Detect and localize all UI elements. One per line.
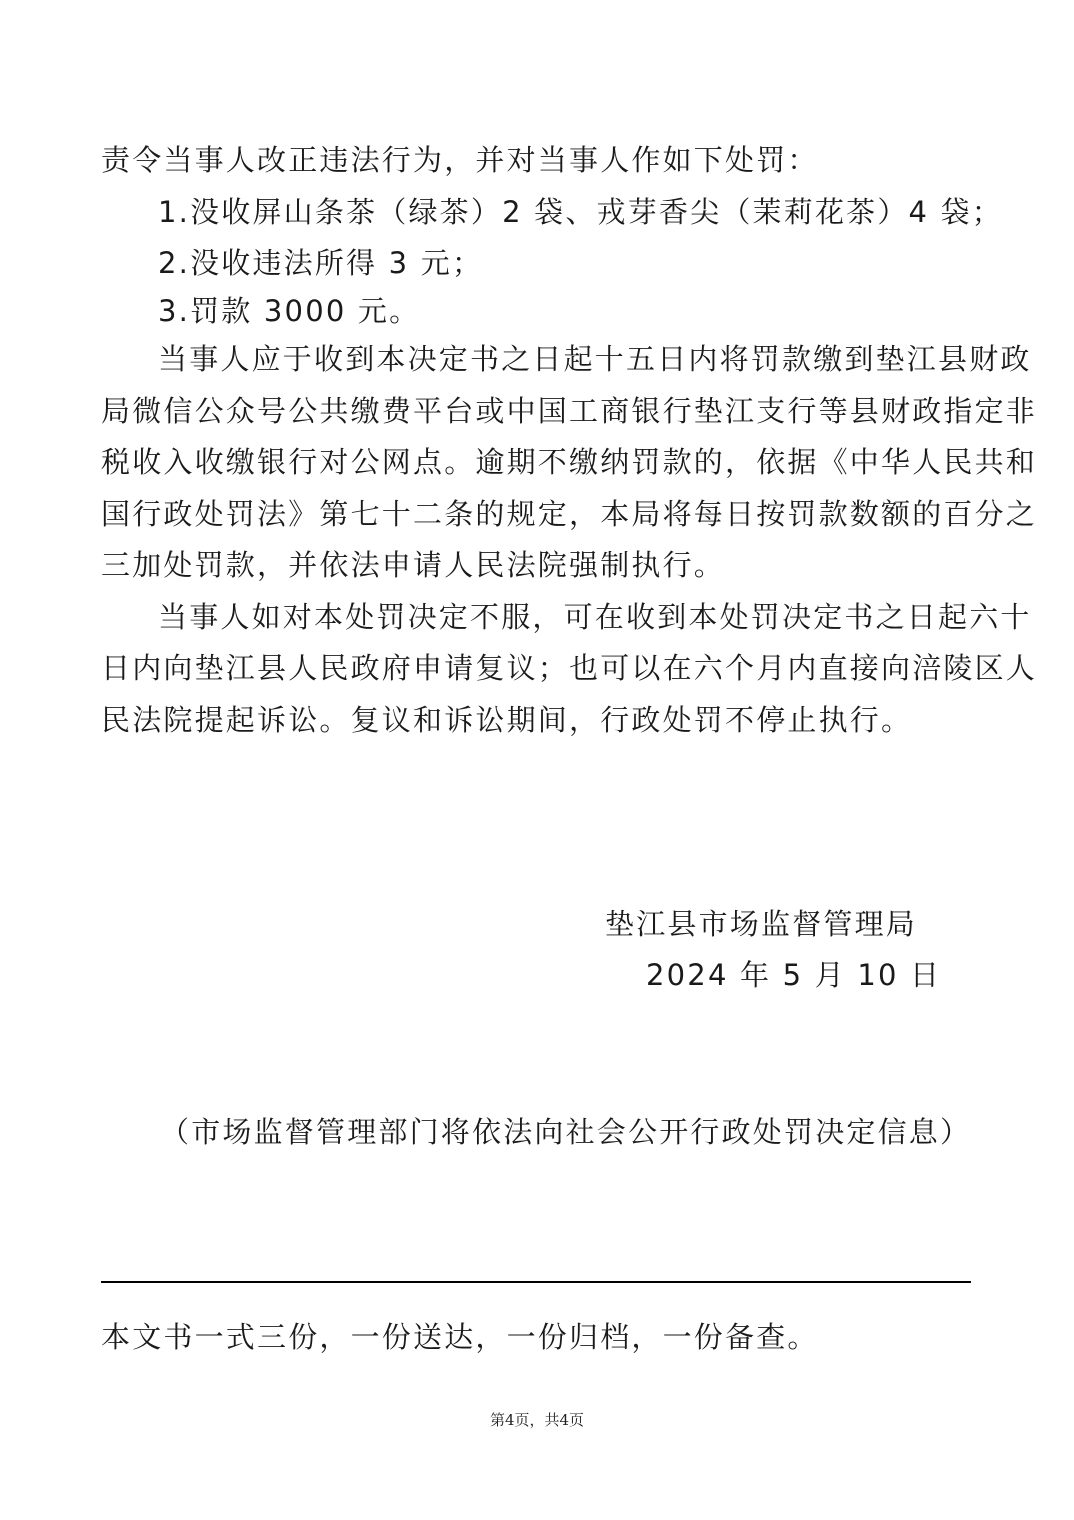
penalty-item-2: 2.没收违法所得 3 元； <box>158 246 484 280</box>
appeal-paragraph-line-1: 当事人如对本处罚决定不服，可在收到本处罚决定书之日起六十 <box>158 600 1032 634</box>
disclosure-notice: （市场监督管理部门将依法向社会公开行政处罚决定信息） <box>160 1115 972 1149</box>
signing-agency: 垫江县市场监督管理局 <box>605 907 918 941</box>
copies-note: 本文书一式三份，一份送达，一份归档，一份备查。 <box>101 1320 819 1354</box>
payment-paragraph-line-4: 国行政处罚法》第七十二条的规定，本局将每日按罚款数额的百分之 <box>101 497 1038 531</box>
paragraph-order-intro: 责令当事人改正违法行为，并对当事人作如下处罚： <box>101 143 819 177</box>
payment-paragraph-line-5: 三加处罚款，并依法申请人民法院强制执行。 <box>101 548 726 582</box>
signing-date: 2024 年 5 月 10 日 <box>646 958 942 992</box>
payment-paragraph-line-3: 税收入收缴银行对公网点。逾期不缴纳罚款的，依据《中华人民共和 <box>101 445 1038 479</box>
penalty-item-1: 1.没收屏山条茶（绿茶）2 袋、戎芽香尖（茉莉花茶）4 袋； <box>158 195 1004 229</box>
payment-paragraph-line-1: 当事人应于收到本决定书之日起十五日内将罚款缴到垫江县财政 <box>158 342 1032 376</box>
page-indicator: 第4页，共4页 <box>489 1411 585 1429</box>
penalty-item-3: 3.罚款 3000 元。 <box>158 294 421 328</box>
divider-rule <box>101 1281 971 1283</box>
appeal-paragraph-line-2: 日内向垫江县人民政府申请复议；也可以在六个月内直接向涪陵区人 <box>101 651 1038 685</box>
appeal-paragraph-line-3: 民法院提起诉讼。复议和诉讼期间，行政处罚不停止执行。 <box>101 703 913 737</box>
payment-paragraph-line-2: 局微信公众号公共缴费平台或中国工商银行垫江支行等县财政指定非 <box>101 394 1038 428</box>
